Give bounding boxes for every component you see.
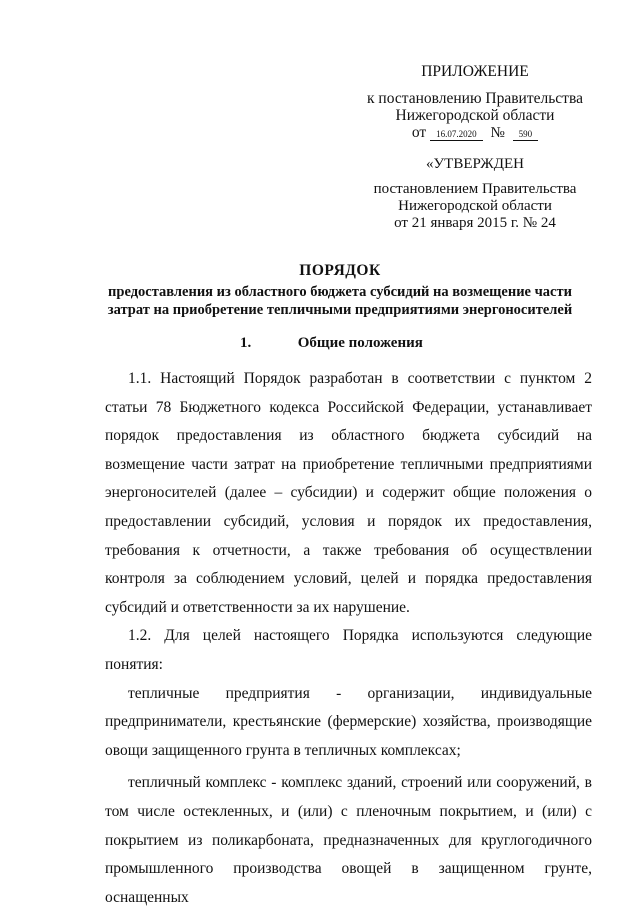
body-text: [105, 365, 592, 912]
paragraph-1-2: 1.2. Для целей настоящего Порядка используются следующие понятия:: [105, 627, 592, 673]
appendix-line-2: Нижегородской области: [395, 107, 555, 124]
appendix-title: ПРИЛОЖЕНИЕ: [421, 63, 529, 80]
section-heading: [240, 335, 540, 352]
appendix-date-line: [360, 124, 590, 142]
approved-line-3: от 21 января 2015 г. № 24: [394, 215, 556, 231]
document-title: ПОРЯДОК: [299, 262, 381, 279]
section-number: 1.: [240, 335, 252, 351]
decree-date: 16.07.2020: [430, 129, 483, 141]
document-subtitle: [60, 283, 620, 319]
from-label: от: [411, 124, 427, 141]
paragraph-definition-greenhouse-complex: тепличный комплекс - комплекс зданий, строений или сооружений, в том числе остекленных, и (или) с пленочным покрытием, и (или) с покрытием из поликарбоната, предназначенных для круглогодичного промышленного производства овощей в защищенном грунте, оснащенных: [105, 774, 592, 906]
number-sign: №: [490, 125, 505, 141]
appendix-block: [360, 63, 590, 142]
approved-line-1: постановлением Правительства: [373, 181, 577, 197]
approved-title: «УТВЕРЖДЕН: [426, 156, 524, 172]
approved-line-2: Нижегородской области: [398, 198, 552, 214]
paragraph-1-1: 1.1. Настоящий Порядок разработан в соответствии с пунктом 2 статьи 78 Бюджетного кодекса Российской Федерации, устанавливает порядок предоставления из областного бюджета субсидий на возмещение части затрат на приобретение тепличными предприятиями энергоносителей (далее – субсидии) и содержит общие положения о предоставлении субсидий, условия и порядок их предоставления, требования к отчетности, а также требования об осуществлении контроля за соблюдением условий, целей и порядка предоставления субсидий и ответственности за их нарушение.: [105, 370, 592, 616]
section-title: Общие положения: [297, 335, 423, 351]
subtitle-line-1: предоставления из областного бюджета субсидий на возмещение части: [108, 284, 572, 300]
paragraph-definition-greenhouse-enterprises: тепличные предприятия - организации, индивидуальные предприниматели, крестьянские (фермерские) хозяйства, производящие овощи защищенного грунта в тепличных комплексах;: [105, 684, 592, 759]
subtitle-line-2: затрат на приобретение тепличными предприятиями энергоносителей: [107, 302, 573, 318]
approved-block: [360, 156, 590, 232]
decree-number: 590: [513, 129, 539, 141]
appendix-line-1: к постановлению Правительства: [367, 90, 583, 107]
